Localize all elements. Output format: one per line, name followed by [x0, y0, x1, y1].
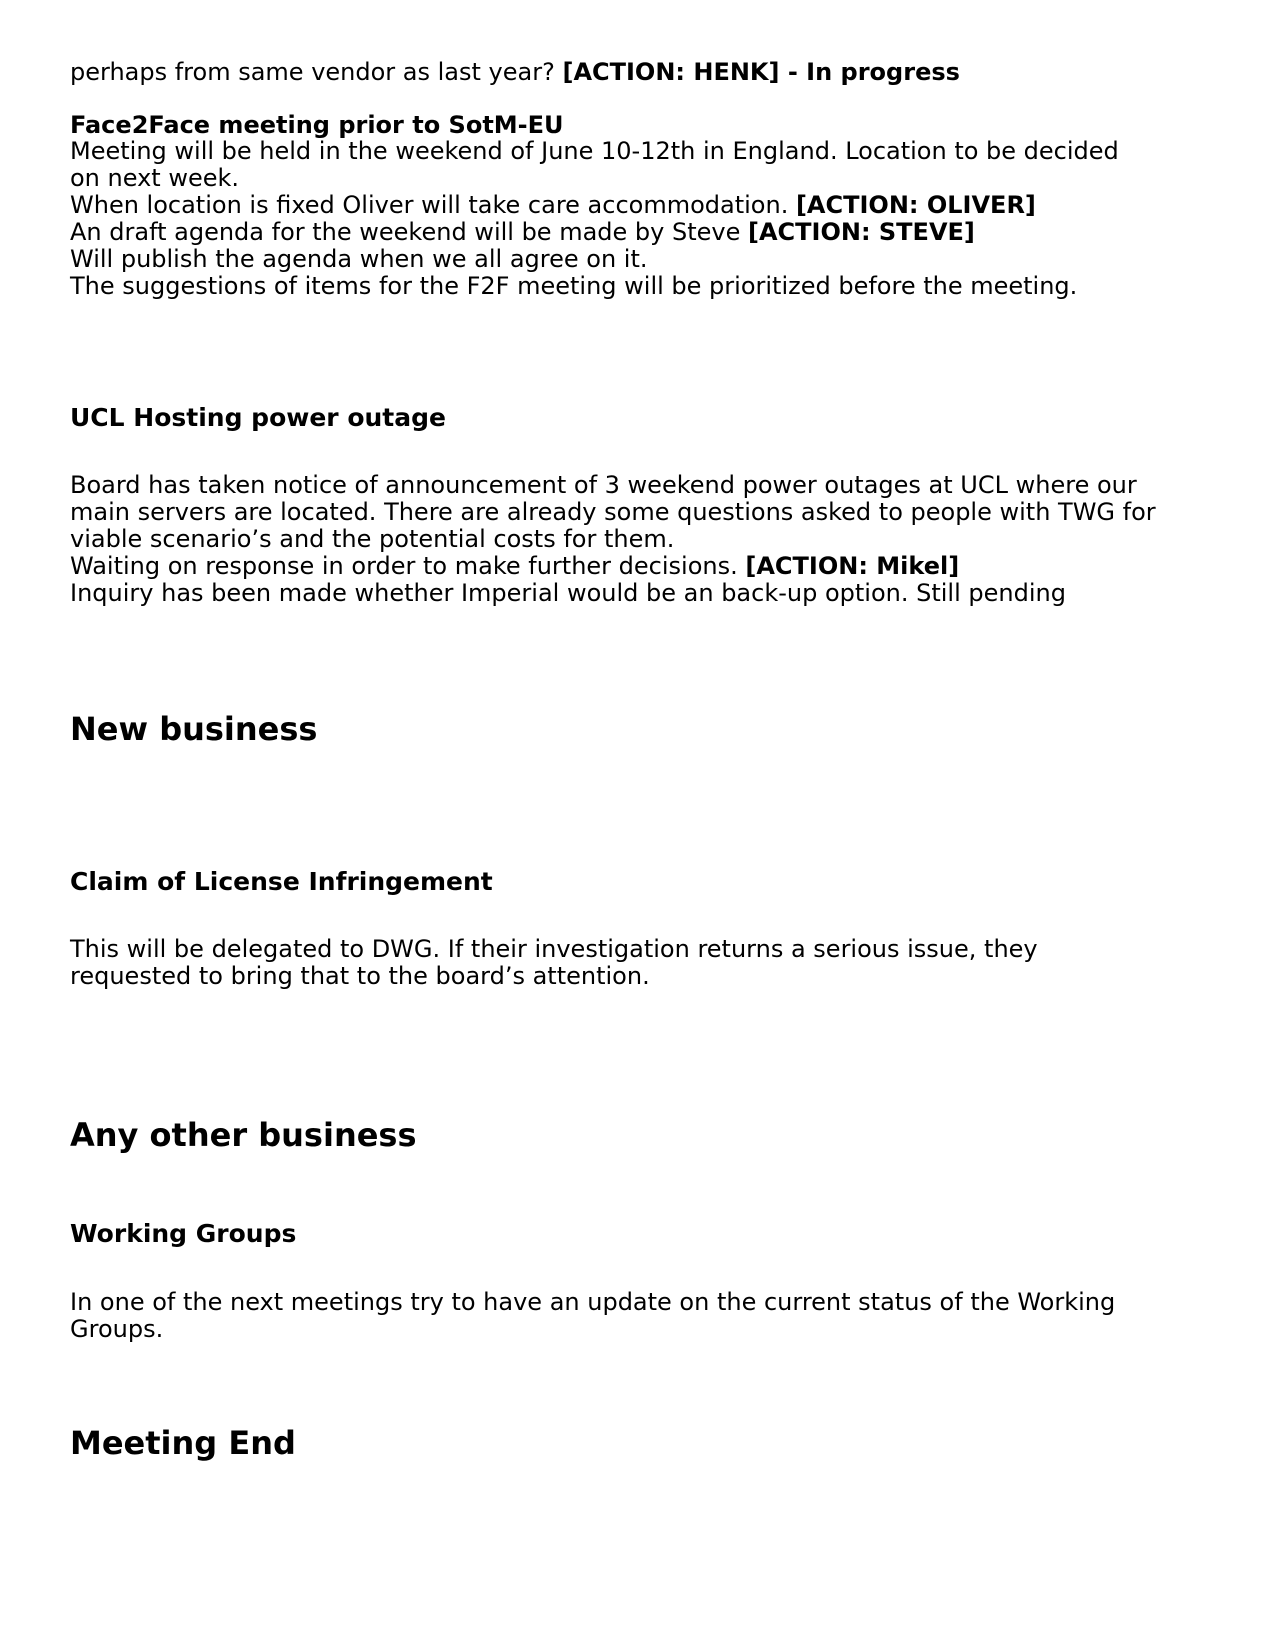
ucl-line-4 — [70, 552, 959, 580]
ucl-line-3: viable scenario’s and the potential costs for them. — [70, 525, 675, 553]
working-groups-line-1: In one of the next meetings try to have an update on the current status of the Working — [70, 1288, 1116, 1316]
f2f-line-5: Will publish the agenda when we all agree on it. — [70, 245, 648, 273]
ucl-line-2: main servers are located. There are already some questions asked to people with TWG for — [70, 498, 1156, 526]
f2f-line-3-text: When location is fixed Oliver will take care accommodation. — [70, 191, 796, 219]
f2f-heading: Face2Face meeting prior to SotM-EU — [70, 111, 564, 139]
aob-heading: Any other business — [70, 1116, 417, 1154]
license-heading: Claim of License Infringement — [70, 867, 493, 896]
vendor-paragraph — [70, 58, 960, 86]
f2f-line-4 — [70, 218, 975, 246]
working-groups-heading: Working Groups — [70, 1219, 297, 1248]
working-groups-line-2: Groups. — [70, 1315, 164, 1343]
ucl-heading: UCL Hosting power outage — [70, 403, 446, 432]
license-line-1: This will be delegated to DWG. If their investigation returns a serious issue, they — [70, 935, 1038, 963]
license-line-2: requested to bring that to the board’s attention. — [70, 962, 650, 990]
vendor-action: [ACTION: HENK] - In progress — [562, 58, 960, 86]
f2f-line-6: The suggestions of items for the F2F meeting will be prioritized before the meeting. — [70, 272, 1078, 300]
f2f-line-1: Meeting will be held in the weekend of June 10-12th in England. Location to be decided — [70, 137, 1119, 165]
f2f-line-4-text: An draft agenda for the weekend will be made by Steve — [70, 218, 748, 246]
f2f-line-4-action: [ACTION: STEVE] — [748, 218, 975, 246]
ucl-line-4-text: Waiting on response in order to make further decisions. — [70, 552, 746, 580]
ucl-line-4-action: [ACTION: Mikel] — [745, 552, 960, 580]
f2f-line-3-action: [ACTION: OLIVER] — [795, 191, 1036, 219]
f2f-line-2: on next week. — [70, 164, 240, 192]
vendor-text: perhaps from same vendor as last year? — [70, 58, 563, 86]
ucl-line-5: Inquiry has been made whether Imperial would be an back-up option. Still pending — [70, 579, 1066, 607]
f2f-line-3 — [70, 191, 1036, 219]
ucl-line-1: Board has taken notice of announcement of 3 weekend power outages at UCL where our — [70, 471, 1137, 499]
new-business-heading: New business — [70, 710, 318, 748]
meeting-end-heading: Meeting End — [70, 1424, 296, 1462]
